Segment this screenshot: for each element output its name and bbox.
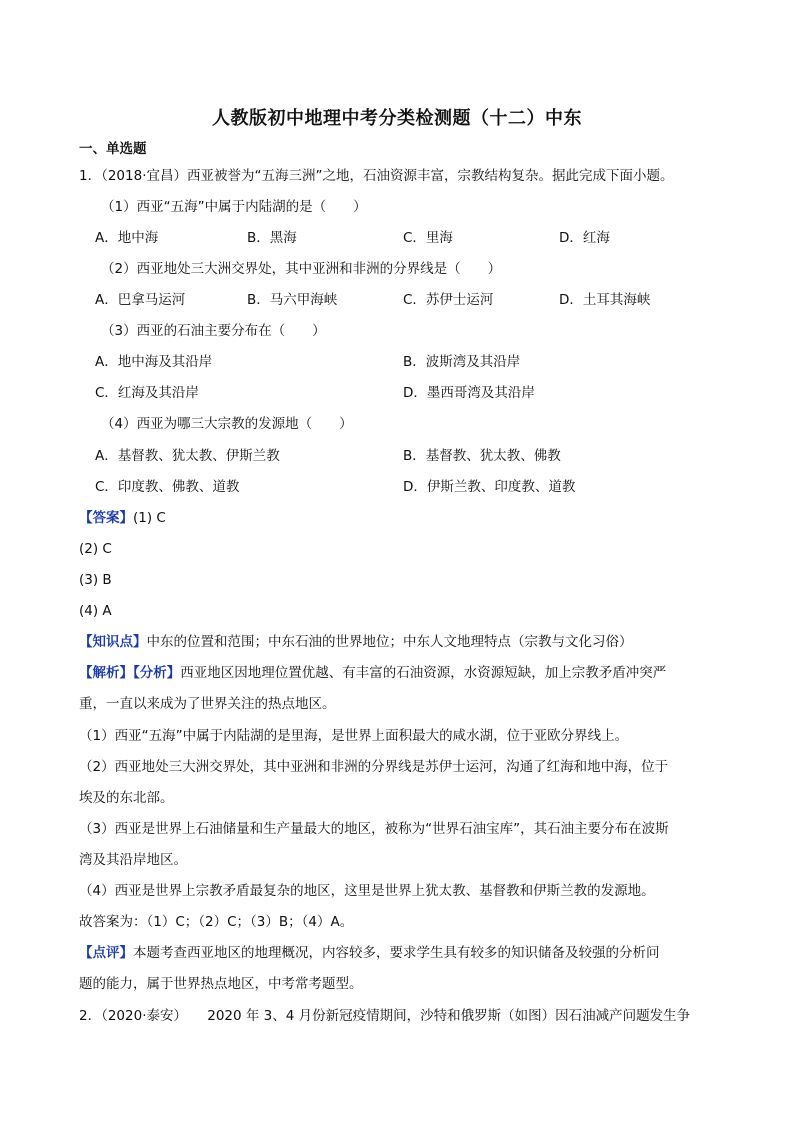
option-3d: D．墨西哥湾及其沿岸 xyxy=(403,385,535,401)
answer-3: (3) B xyxy=(79,572,112,588)
option-1c: C．里海 xyxy=(403,230,453,246)
section-heading: 一、单选题 xyxy=(79,141,147,157)
option-3b: B．波斯湾及其沿岸 xyxy=(403,354,521,370)
knowledge-label: 【知识点】 xyxy=(79,634,147,650)
option-1a: A．地中海 xyxy=(95,230,159,246)
option-3c: C．红海及其沿岸 xyxy=(95,385,199,401)
analysis-final: 故答案为：（1）C；（2）C；（3）B；（4）A。 xyxy=(79,914,354,930)
question-1-sub-4: （4）西亚为哪三大宗教的发源地（ ） xyxy=(101,416,353,432)
question-2-stem: 2．（2020·泰安） 2020 年 3、4 月份新冠疫情期间，沙特和俄罗斯（如图）因石油减产问题发生争 xyxy=(79,1008,691,1024)
question-1-sub-1: （1）西亚“五海”中属于内陆湖的是（ ） xyxy=(101,199,367,215)
answer-2: (2) C xyxy=(79,541,112,557)
option-4b: B．基督教、犹太教、佛教 xyxy=(403,448,561,464)
answer-4: (4) A xyxy=(79,603,112,619)
answer-1: (1) C xyxy=(133,510,166,526)
option-3a: A．地中海及其沿岸 xyxy=(95,354,213,370)
option-2b: B．马六甲海峡 xyxy=(247,292,338,308)
comment-text-1: 本题考查西亚地区的地理概况，内容较多，要求学生具有较多的知识储备及较强的分析问 xyxy=(133,945,660,961)
analysis-para-1: （1）西亚“五海”中属于内陆湖的是里海，是世界上面积最大的咸水湖，位于亚欧分界线上。 xyxy=(79,728,629,744)
knowledge-line xyxy=(79,632,633,652)
analysis-line-2: 重，一直以来成为了世界关注的热点地区。 xyxy=(79,696,336,712)
analysis-para-4: （4）西亚是世界上宗教矛盾最复杂的地区，这里是世界上犹太教、基督教和伊斯兰教的发源地。 xyxy=(79,883,655,899)
knowledge-text: 中东的位置和范围；中东石油的世界地位；中东人文地理特点（宗教与文化习俗） xyxy=(146,634,633,650)
analysis-text-1: 西亚地区因地理位置优越、有丰富的石油资源，水资源短缺，加上宗教矛盾冲突严 xyxy=(180,665,667,681)
analysis-para-2b: 埃及的东北部。 xyxy=(79,790,174,806)
question-1-stem: 1．（2018·宜昌）西亚被誉为“五海三洲”之地，石油资源丰富，宗教结构复杂。据此完成下面小题。 xyxy=(79,168,674,184)
option-2a: A．巴拿马运河 xyxy=(95,292,186,308)
analysis-para-3b: 湾及其沿岸地区。 xyxy=(79,852,187,868)
comment-line-2: 题的能力，属于世界热点地区，中考常考题型。 xyxy=(79,976,363,992)
answer-line xyxy=(79,508,166,528)
option-4d: D．伊斯兰教、印度教、道教 xyxy=(403,479,576,495)
analysis-label: 【解析】 xyxy=(79,665,133,681)
comment-label: 【点评】 xyxy=(79,945,133,961)
option-1d: D．红海 xyxy=(559,230,610,246)
option-4c: C．印度教、佛教、道教 xyxy=(95,479,240,495)
analysis-para-3a: （3）西亚是世界上石油储量和生产量最大的地区，被称为“世界石油宝库”，其石油主要分布在波斯 xyxy=(79,821,669,837)
comment-line-1 xyxy=(79,943,660,963)
answer-label: 【答案】 xyxy=(79,510,133,526)
analysis-line-1 xyxy=(79,663,666,683)
analysis-sub-label: 【分析】 xyxy=(133,665,181,681)
question-1-sub-3: （3）西亚的石油主要分布在（ ） xyxy=(101,323,326,339)
question-1-sub-2: （2）西亚地处三大洲交界处，其中亚洲和非洲的分界线是（ ） xyxy=(101,261,502,277)
option-2d: D．土耳其海峡 xyxy=(559,292,651,308)
option-2c: C．苏伊士运河 xyxy=(403,292,494,308)
option-1b: B．黑海 xyxy=(247,230,297,246)
page-title: 人教版初中地理中考分类检测题（十二）中东 xyxy=(212,108,582,129)
analysis-para-2a: （2）西亚地处三大洲交界处，其中亚洲和非洲的分界线是苏伊士运河，沟通了红海和地中海，位于 xyxy=(79,759,669,775)
option-4a: A．基督教、犹太教、伊斯兰教 xyxy=(95,448,280,464)
